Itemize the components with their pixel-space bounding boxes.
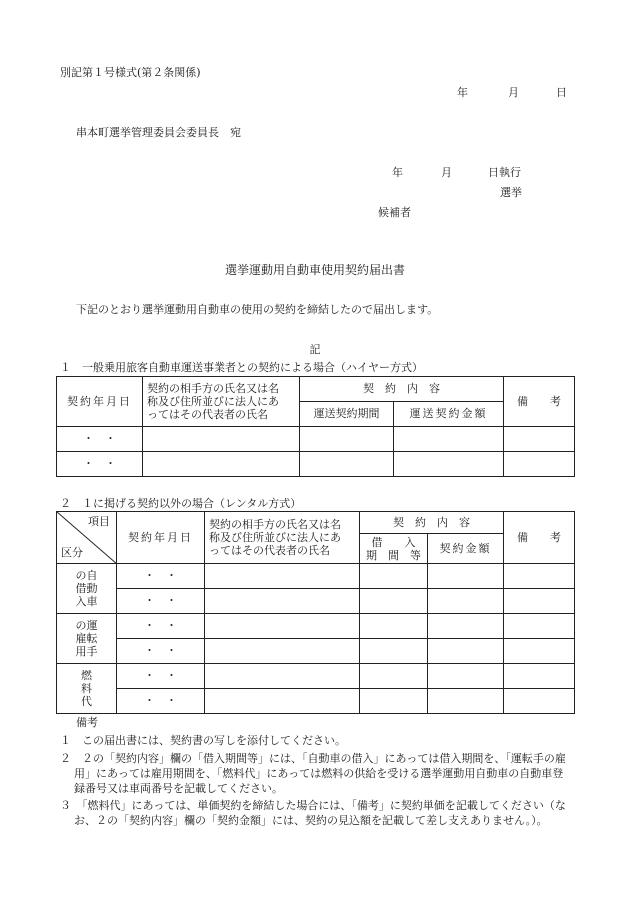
candidate-label: 候補者 [378, 206, 411, 219]
election-year-label: 年 [392, 166, 403, 179]
table-row [57, 689, 575, 714]
page-title: 選挙運動用自動車使用契約届出書 [224, 263, 405, 277]
table-row [57, 564, 575, 589]
row-party-input[interactable] [205, 614, 360, 639]
col-remarks: 備 考 [504, 377, 575, 427]
table-row [57, 664, 575, 689]
date-day-label: 日 [556, 86, 567, 99]
row-date-input[interactable]: ・ ・ [117, 564, 205, 589]
row-party-input[interactable] [205, 589, 360, 614]
row-period-input[interactable] [300, 452, 394, 477]
row-period-input[interactable] [300, 427, 394, 452]
hire-contract-table [56, 376, 575, 477]
row-period-input[interactable] [360, 639, 428, 664]
date-month-label: 月 [508, 86, 519, 99]
col-contract-content: 契 約 内 容 [360, 512, 504, 534]
row-amount-input[interactable] [394, 452, 504, 477]
row-date-input[interactable]: ・ ・ [117, 639, 205, 664]
group-label-fuel-cost: 燃 料 代 [57, 664, 117, 714]
election-day-label: 日執行 [488, 166, 521, 179]
diagonal-kubun-label: 区分 [61, 546, 83, 559]
addressee: 串本町選挙管理委員会委員長 宛 [76, 126, 241, 139]
row-period-input[interactable] [360, 614, 428, 639]
section2-heading: ２ １に掲げる契約以外の場合（レンタル方式） [60, 497, 302, 510]
notes-heading: 備考 [76, 716, 98, 729]
row-amount-input[interactable] [428, 639, 504, 664]
row-remarks-input[interactable] [504, 427, 575, 452]
col-contract-party: 契約の相手方の氏名又は名 称及び住所並びに法人にあ ってはその代表者の氏名 [143, 377, 300, 427]
table-row [57, 589, 575, 614]
date-year-label: 年 [457, 86, 468, 99]
row-amount-input[interactable] [428, 564, 504, 589]
row-amount-input[interactable] [394, 427, 504, 452]
section1-heading: １ 一般乗用旅客自動車運送事業者との契約による場合（ハイヤー方式） [60, 361, 423, 374]
row-party-input[interactable] [205, 664, 360, 689]
col-transport-period: 運送契約期間 [300, 402, 394, 427]
col-contract-content: 契 約 内 容 [300, 377, 504, 402]
row-amount-input[interactable] [428, 689, 504, 714]
row-date-input[interactable]: ・ ・ [117, 664, 205, 689]
row-party-input[interactable] [205, 564, 360, 589]
row-amount-input[interactable] [428, 664, 504, 689]
row-date-input[interactable]: ・ ・ [57, 427, 143, 452]
row-date-input[interactable]: ・ ・ [117, 689, 205, 714]
row-remarks-input[interactable] [504, 639, 575, 664]
row-remarks-input[interactable] [504, 664, 575, 689]
row-remarks-input[interactable] [504, 589, 575, 614]
row-date-input[interactable]: ・ ・ [117, 614, 205, 639]
col-borrow-period: 借 入 期 間 等 [360, 534, 428, 564]
row-party-input[interactable] [205, 689, 360, 714]
intro-text: 下記のとおり選挙運動用自動車の使用の契約を締結したので届出します。 [76, 303, 439, 316]
row-period-input[interactable] [360, 689, 428, 714]
table-row [57, 614, 575, 639]
col-remarks: 備 考 [504, 512, 575, 564]
note-item-1: １ この届出書には、契約書の写しを添付してください。 [60, 734, 346, 747]
table-row [57, 452, 575, 477]
row-period-input[interactable] [360, 589, 428, 614]
row-period-input[interactable] [360, 664, 428, 689]
row-amount-input[interactable] [428, 614, 504, 639]
rental-contract-table [56, 511, 575, 714]
col-transport-amount: 運送契約金額 [394, 402, 504, 427]
group-label-car-rental: の自 借動 入車 [57, 564, 117, 614]
diagonal-item-label: 項目 [88, 515, 110, 528]
row-amount-input[interactable] [428, 589, 504, 614]
row-date-input[interactable]: ・ ・ [117, 589, 205, 614]
group-label-driver-hire: の運 雇転 用手 [57, 614, 117, 664]
row-party-input[interactable] [143, 452, 300, 477]
row-date-input[interactable]: ・ ・ [57, 452, 143, 477]
row-party-input[interactable] [205, 639, 360, 664]
row-remarks-input[interactable] [504, 614, 575, 639]
election-type-label: 選挙 [500, 186, 522, 199]
row-remarks-input[interactable] [504, 452, 575, 477]
row-remarks-input[interactable] [504, 689, 575, 714]
table-row [57, 639, 575, 664]
ki-label: 記 [309, 343, 321, 356]
col-contract-date: 契約年月日 [117, 512, 205, 564]
election-month-label: 月 [441, 166, 452, 179]
row-remarks-input[interactable] [504, 564, 575, 589]
col-contract-amount: 契約金額 [428, 534, 504, 564]
col-contract-party: 契約の相手方の氏名又は名 称及び住所並びに法人にあ ってはその代表者の氏名 [205, 512, 360, 564]
table-row [57, 427, 575, 452]
form-id: 別記第１号様式(第２条関係) [60, 66, 201, 79]
note-item-3: ３ 「燃料代」にあっては、単価契約を締結した場合には、「備考」に契約単価を記載してください（なお、２の「契約内容」欄の「契約金額」には、契約の見込額を記載して差し支えありません。）。 [60, 799, 566, 827]
col-contract-date: 契約年月日 [57, 377, 143, 427]
diagonal-header-cell [57, 512, 117, 564]
row-party-input[interactable] [143, 427, 300, 452]
note-item-2: ２ ２の「契約内容」欄の「借入期間等」には、「自動車の借入」にあっては借入期間を、「運転手の雇用」にあっては雇用期間を、「燃料代」にあっては燃料の供給を受ける選挙運動用自動車の自動車登録番号又は車両番号を記載してください。 [60, 752, 566, 795]
row-period-input[interactable] [360, 564, 428, 589]
